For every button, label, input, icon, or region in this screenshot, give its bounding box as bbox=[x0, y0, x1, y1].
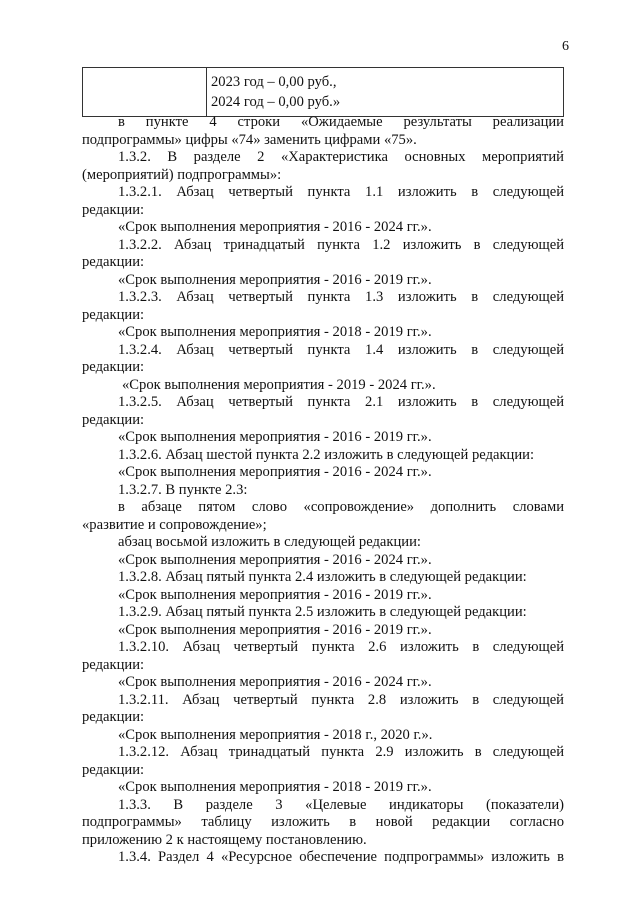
page-number: 6 bbox=[562, 39, 569, 54]
text-line: редакции: bbox=[82, 201, 145, 218]
text-line: (мероприятий) подпрограммы»: bbox=[82, 166, 282, 183]
text-line: 1.3.2.4. Абзац четвертый пункта 1.4 изложить в следующей bbox=[118, 341, 564, 358]
text-line: редакции: bbox=[82, 359, 145, 375]
text-line: 1.3.2.11. Абзац четвертый пункта 2.8 изложить в следующей bbox=[118, 691, 564, 708]
table-row-2023: 2023 год – 0,00 руб., bbox=[211, 74, 337, 90]
text-line: «Срок выполнения мероприятия - 2018 г., 2020 г.». bbox=[118, 726, 433, 743]
table-row-2024: 2024 год – 0,00 руб.» bbox=[211, 94, 341, 110]
text-line: 1.3.2.8. Абзац пятый пункта 2.4 изложить в следующей редакции: bbox=[118, 569, 527, 585]
text-line: 1.3.2.5. Абзац четвертый пункта 2.1 изложить в следующей bbox=[118, 394, 564, 410]
text-line: «Срок выполнения мероприятия - 2016 - 2019 гг.». bbox=[118, 271, 432, 288]
text-line: 1.3.3. В разделе 3 «Целевые индикаторы (показатели) bbox=[118, 796, 564, 813]
text-line: редакции: bbox=[82, 656, 145, 673]
text-line: «Срок выполнения мероприятия - 2016 - 2019 гг.». bbox=[118, 429, 432, 445]
text-line: в абзаце пятом слово «сопровождение» дополнить словами bbox=[118, 499, 564, 515]
text-line: 1.3.2. В разделе 2 «Характеристика основных мероприятий bbox=[118, 149, 564, 165]
text-line: 1.3.2.9. Абзац пятый пункта 2.5 изложить в следующей редакции: bbox=[118, 604, 527, 620]
text-line: 1.3.2.12. Абзац тринадцатый пункта 2.9 изложить в следующей bbox=[118, 744, 564, 760]
document-body bbox=[82, 114, 564, 867]
text-line: 1.3.4. Раздел 4 «Ресурсное обеспечение подпрограммы» изложить в bbox=[118, 849, 564, 865]
text-line: «Срок выполнения мероприятия - 2016 - 2024 гг.». bbox=[118, 551, 432, 568]
text-line: «Срок выполнения мероприятия - 2019 - 2024 гг.». bbox=[122, 376, 436, 393]
text-line: 1.3.2.2. Абзац тринадцатый пункта 1.2 изложить в следующей bbox=[118, 236, 564, 253]
text-line: редакции: bbox=[82, 254, 145, 270]
text-line: «Срок выполнения мероприятия - 2018 - 2019 гг.». bbox=[118, 779, 432, 795]
text-line: редакции: bbox=[82, 411, 145, 428]
text-line: подпрограммы» таблицу изложить в новой редакции согласно bbox=[82, 814, 564, 830]
text-line: «Срок выполнения мероприятия - 2016 - 2024 гг.». bbox=[118, 674, 432, 690]
text-line: «Срок выполнения мероприятия - 2016 - 2019 гг.». bbox=[118, 621, 432, 638]
table-cell-amounts bbox=[207, 68, 340, 116]
text-line: редакции: bbox=[82, 709, 145, 725]
text-line: подпрограммы» цифры «74» заменить цифрами «75». bbox=[82, 131, 417, 148]
text-line: «Срок выполнения мероприятия - 2018 - 2019 гг.». bbox=[118, 324, 432, 340]
text-line: «Срок выполнения мероприятия - 2016 - 2024 гг.». bbox=[118, 464, 432, 480]
text-line: 1.3.2.6. Абзац шестой пункта 2.2 изложить в следующей редакции: bbox=[118, 446, 535, 463]
text-line: 1.3.2.7. В пункте 2.3: bbox=[118, 481, 248, 498]
text-line: абзац восьмой изложить в следующей редакции: bbox=[118, 534, 421, 550]
text-line: 1.3.2.1. Абзац четвертый пункта 1.1 изложить в следующей bbox=[118, 184, 564, 200]
text-line: «Срок выполнения мероприятия - 2016 - 2024 гг.». bbox=[118, 219, 432, 235]
text-line: в пункте 4 строки «Ожидаемые результаты реализации bbox=[118, 114, 564, 130]
budget-table bbox=[82, 67, 564, 117]
text-line: редакции: bbox=[82, 306, 145, 323]
text-line: 1.3.2.10. Абзац четвертый пункта 2.6 изложить в следующей bbox=[118, 639, 564, 655]
text-line: «Срок выполнения мероприятия - 2016 - 2019 гг.». bbox=[118, 586, 432, 603]
table-cell-empty bbox=[83, 68, 207, 116]
text-line: «развитие и сопровождение»; bbox=[82, 516, 267, 533]
text-line: 1.3.2.3. Абзац четвертый пункта 1.3 изложить в следующей bbox=[118, 289, 564, 305]
text-line: редакции: bbox=[82, 761, 145, 778]
text-line: приложению 2 к настоящему постановлению. bbox=[82, 831, 367, 848]
